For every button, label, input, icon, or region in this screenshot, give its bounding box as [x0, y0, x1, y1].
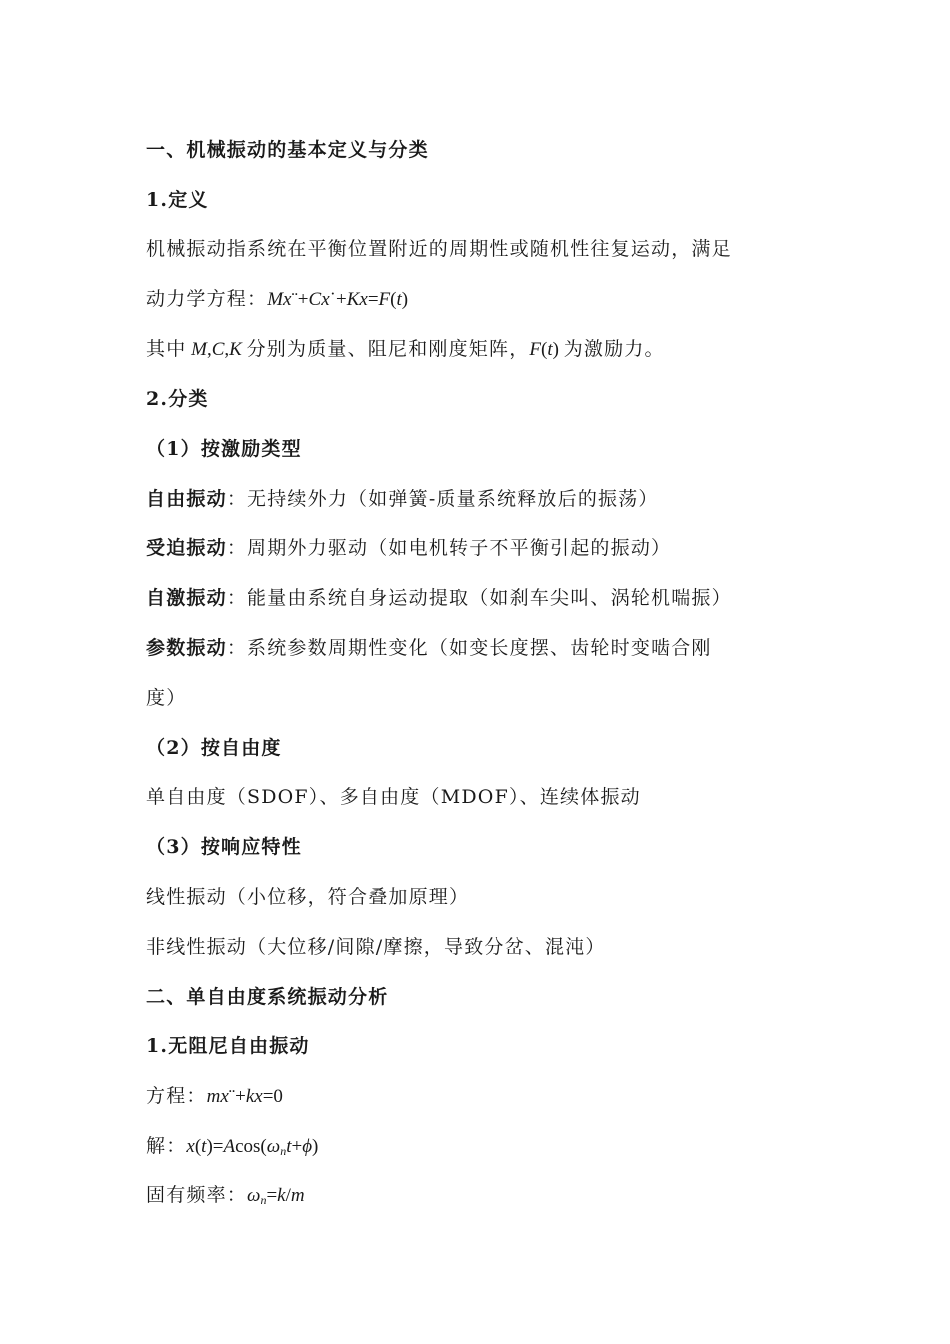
- parametric-vibration-label: 参数振动: [146, 637, 227, 659]
- linear-vibration-text: 线性振动（小位移，符合叠加原理）: [146, 886, 470, 908]
- subsection-definition-title: 1.定义: [146, 189, 209, 211]
- natural-frequency-equation: $\omega_n=k/m$: [247, 1185, 305, 1207]
- section-1-title: 一、机械振动的基本定义与分类: [146, 139, 429, 161]
- definition-prefix: 动力学方程：: [146, 288, 268, 310]
- solution-equation: $x(t)=Acos(\omega_nt+\phi)$: [186, 1136, 319, 1158]
- undamped-equation: mx¨+kx=0: [206, 1086, 283, 1107]
- where-line: 其中 M,C,K 分别为质量、阻尼和刚度矩阵，F(t) 为激励力。: [146, 338, 665, 360]
- section-2-title: 二、单自由度系统振动分析: [146, 986, 389, 1008]
- solution-line: 解：$x(t)=Acos(\omega_nt+\phi)$: [146, 1135, 319, 1158]
- free-vibration-label: 自由振动: [146, 488, 227, 510]
- forced-vibration-item: 受迫振动：周期外力驱动（如电机转子不平衡引起的振动）: [146, 537, 672, 559]
- dynamics-equation: Mx¨+Cx˙+Kx=F(t): [267, 289, 409, 310]
- category-1-title: （1）按激励类型: [146, 438, 302, 460]
- natural-frequency-line: 固有频率：$\omega_n=k/m$: [146, 1184, 305, 1207]
- subsection-undamped-title: 1.无阻尼自由振动: [146, 1035, 310, 1057]
- parametric-vibration-continued: 度）: [146, 687, 187, 709]
- free-vibration-item: 自由振动：无持续外力（如弹簧-质量系统释放后的振荡）: [146, 488, 659, 510]
- self-excited-vibration-label: 自激振动: [146, 587, 227, 609]
- equation-line: 方程：mx¨+kx=0: [146, 1085, 283, 1107]
- subsection-classification-title: 2.分类: [146, 388, 209, 410]
- forced-vibration-label: 受迫振动: [146, 537, 227, 559]
- definition-line-2: [146, 284, 826, 314]
- category-2-title: （2）按自由度: [146, 737, 282, 759]
- self-excited-vibration-item: 自激振动：能量由系统自身运动提取（如刹车尖叫、涡轮机喘振）: [146, 587, 732, 609]
- parametric-vibration-item: 参数振动：系统参数周期性变化（如变长度摆、齿轮时变啮合刚: [146, 637, 712, 659]
- nonlinear-vibration-text: 非线性振动（大位移/间隙/摩擦，导致分岔、混沌）: [146, 936, 606, 958]
- category-3-title: （3）按响应特性: [146, 836, 302, 858]
- category-2-text: 单自由度（SDOF）、多自由度（MDOF）、连续体振动: [146, 786, 641, 808]
- definition-line-1: 机械振动指系统在平衡位置附近的周期性或随机性往复运动，满足: [146, 238, 732, 260]
